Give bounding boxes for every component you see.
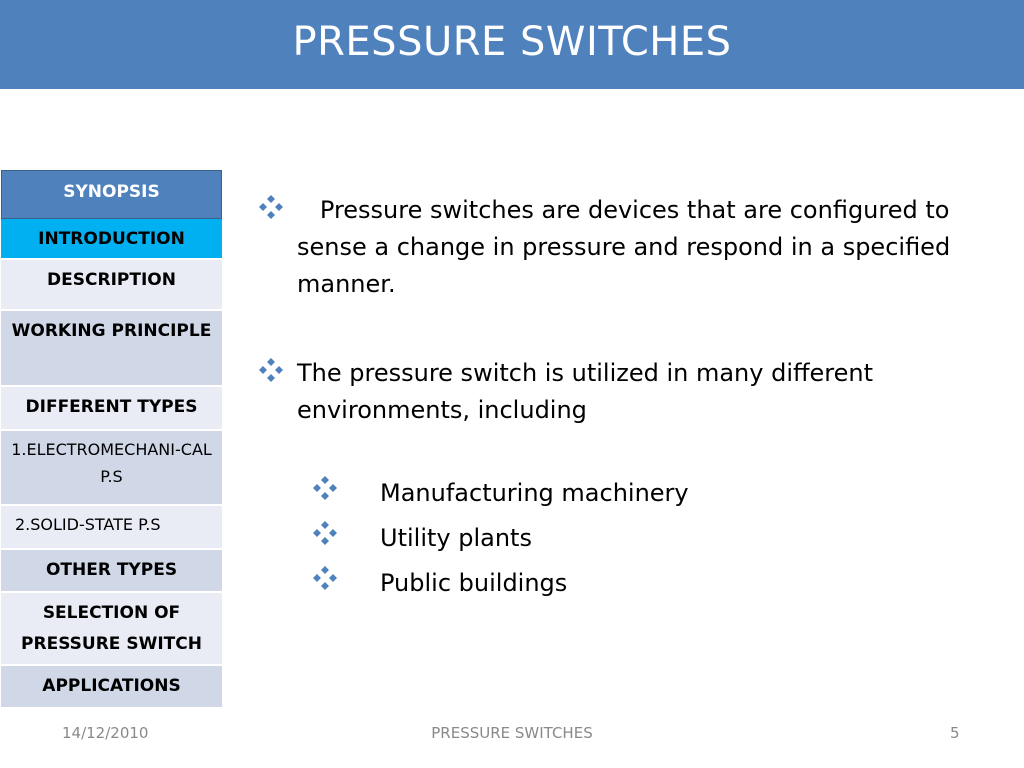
bullet-item [258,355,998,429]
sub-list [258,471,998,606]
synopsis-item-working-principle[interactable]: WORKING PRINCIPLE [1,311,222,387]
bullet-text-definition: Pressure switches are devices that are configured to sense a change in pressure and respond in a specified manner. [297,196,958,298]
four-diamond-icon [312,561,340,606]
synopsis-item-applications[interactable]: APPLICATIONS [1,666,222,707]
sub-item-label: Public buildings [380,569,568,597]
footer-page-number: 5 [950,724,960,742]
synopsis-item-solid-state[interactable]: 2.SOLID-STATE P.S [1,506,222,550]
sub-list-item [258,516,998,561]
synopsis-item-electromechanical[interactable]: 1.ELECTROMECHANI-CAL P.S [1,431,222,506]
sub-list-item [258,561,998,606]
synopsis-item-other-types[interactable]: OTHER TYPES [1,550,222,593]
synopsis-item-different-types[interactable]: DIFFERENT TYPES [1,387,222,431]
content-area [258,192,998,606]
bullet-text-environments: The pressure switch is utilized in many different environments, including [297,359,874,424]
bullet-item [258,192,998,303]
sub-item-label: Utility plants [380,524,532,552]
sub-item-label: Manufacturing machinery [380,479,689,507]
synopsis-item-introduction[interactable]: INTRODUCTION [1,219,222,260]
footer-date: 14/12/2010 [62,724,149,742]
four-diamond-icon [258,355,286,392]
title-bar [0,0,1024,89]
four-diamond-icon [258,192,286,229]
synopsis-item-description[interactable]: DESCRIPTION [1,260,222,311]
synopsis-item-selection[interactable]: SELECTION OF PRESSURE SWITCH [1,593,222,666]
four-diamond-icon [312,516,340,561]
slide-title: PRESSURE SWITCHES [292,19,732,65]
footer-title: PRESSURE SWITCHES [431,724,593,742]
synopsis-table [1,170,222,707]
sub-list-item [258,471,998,516]
synopsis-header: SYNOPSIS [1,170,222,219]
four-diamond-icon [312,471,340,516]
